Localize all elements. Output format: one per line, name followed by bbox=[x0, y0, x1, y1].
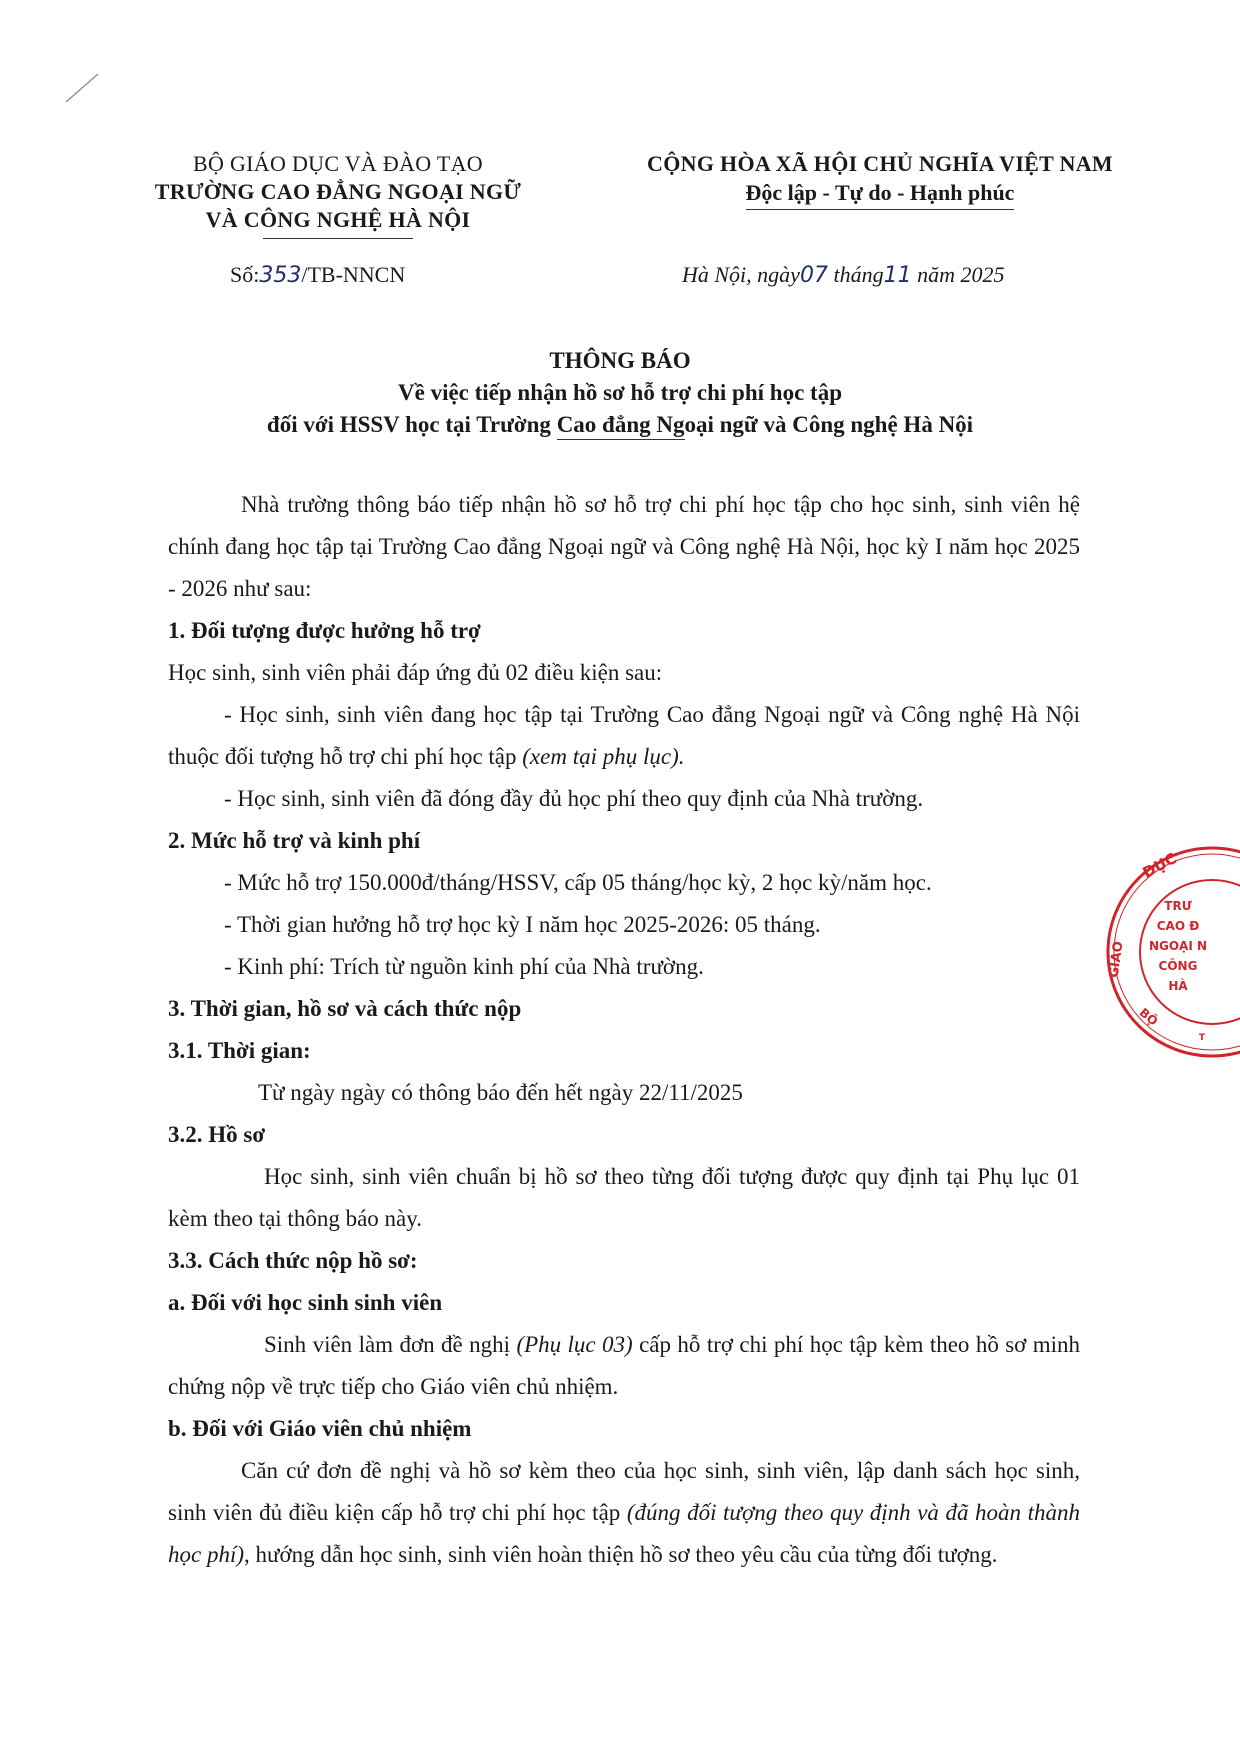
doc-number-prefix: Số: bbox=[230, 262, 260, 287]
college-name-line2: VÀ CÔNG NGHỆ HÀ NỘI bbox=[205, 207, 471, 232]
seal-ring-bottom-text: BỘ bbox=[1136, 1005, 1161, 1029]
section-a-text-start: Sinh viên làm đơn đề nghị bbox=[264, 1332, 517, 1357]
section-1-bullet-2: - Học sinh, sinh viên đã đóng đầy đủ học phí theo quy định của Nhà trường. bbox=[224, 786, 924, 811]
section-1-heading: 1. Đối tượng được hưởng hỗ trợ bbox=[168, 618, 481, 643]
section-1-bullet-1-text: - Học sinh, sinh viên đang học tập tại Trường Cao đẳng Ngoại ngữ và Công nghệ Hà Nội thuộc đối tượng hỗ trợ chi phí học tập bbox=[168, 702, 1080, 769]
seal-inner-line-5: HÀ bbox=[1168, 979, 1188, 993]
date-month-handwritten: 11 bbox=[883, 263, 912, 288]
section-a-text-end: cấp hỗ trợ chi phí học tập kèm theo hồ sơ minh chứng nộp về trực tiếp cho Giáo viên chủ nhiệm. bbox=[168, 1332, 1081, 1399]
date-line bbox=[682, 262, 1004, 288]
section-3-1-heading: 3.1. Thời gian: bbox=[168, 1038, 311, 1063]
section-a-heading: a. Đối với học sinh sinh viên bbox=[168, 1290, 443, 1315]
doc-number-suffix: /TB-NNCN bbox=[301, 262, 406, 287]
country-name: CỘNG HÒA XÃ HỘI CHỦ NGHĨA VIỆT NAM bbox=[647, 151, 1113, 176]
seal-inner-line-4: CÔNG bbox=[1158, 959, 1198, 973]
section-a-appendix-ref: (Phụ lục 03) bbox=[516, 1332, 633, 1357]
section-1-bullet-1 bbox=[168, 694, 1080, 778]
date-place: Hà Nội, ngày bbox=[682, 262, 800, 287]
title-line3-start: đối với HSSV học tại Trường bbox=[266, 412, 557, 437]
seal-inner-line-3: NGOẠI N bbox=[1148, 939, 1208, 953]
document-body bbox=[168, 484, 1080, 1576]
date-year: năm 2025 bbox=[917, 262, 1005, 287]
section-3-2-heading: 3.2. Hồ sơ bbox=[168, 1122, 266, 1147]
section-3-3-heading: 3.3. Cách thức nộp hồ sơ: bbox=[168, 1248, 418, 1273]
date-month-label: tháng bbox=[833, 262, 884, 287]
title-heading: THÔNG BÁO bbox=[549, 348, 691, 373]
section-2-bullet-2: - Thời gian hưởng hỗ trợ học kỳ I năm học 2025-2026: 05 tháng. bbox=[224, 912, 821, 937]
section-b-condition-note: (đúng đối tượng theo quy định và đã hoàn thành học phí) bbox=[168, 1500, 1081, 1567]
intro-paragraph: Nhà trường thông báo tiếp nhận hồ sơ hỗ trợ chi phí học tập cho học sinh, sinh viên hệ chính đang học tập tại Trường Cao đẳng Ngoại ngữ và Công nghệ Hà Nội, học kỳ I năm học 2025 - 2026 như sau: bbox=[168, 492, 1080, 601]
section-1-bullet-1-note: (xem tại phụ lục). bbox=[522, 744, 685, 769]
section-3-1-text: Từ ngày ngày có thông báo đến hết ngày 22/11/2025 bbox=[258, 1080, 743, 1105]
seal-ring-top-text: DỤC bbox=[1139, 849, 1180, 882]
section-b-text-start: Căn cứ đơn đề nghị và hồ sơ kèm theo của học sinh, sinh viên, lập danh sách học sinh, sinh viên đủ điều kiện cấp hỗ trợ chi phí học tập bbox=[168, 1458, 1080, 1525]
pen-stroke-mark bbox=[60, 70, 110, 120]
section-b-text bbox=[168, 1450, 1080, 1576]
doc-number-handwritten: 353 bbox=[259, 263, 302, 288]
section-1-text: Học sinh, sinh viên phải đáp ứng đủ 02 điều kiện sau: bbox=[168, 660, 663, 685]
national-motto bbox=[620, 150, 1140, 210]
document-title bbox=[0, 345, 1240, 441]
issuing-authority bbox=[118, 150, 558, 239]
seal-ring-left-text: GIÁO bbox=[1106, 940, 1127, 979]
section-b-heading: b. Đối với Giáo viên chủ nhiệm bbox=[168, 1416, 472, 1441]
section-a-text bbox=[168, 1324, 1080, 1408]
college-name-line1: TRƯỜNG CAO ĐẲNG NGOẠI NGỮ bbox=[154, 179, 522, 204]
section-3-2-text: Học sinh, sinh viên chuẩn bị hồ sơ theo từng đối tượng được quy định tại Phụ lục 01 kèm theo tại thông báo này. bbox=[168, 1164, 1080, 1231]
section-2-heading: 2. Mức hỗ trợ và kinh phí bbox=[168, 828, 421, 853]
seal-inner-line-1: TRƯ bbox=[1164, 899, 1192, 913]
section-3-heading: 3. Thời gian, hồ sơ và cách thức nộp bbox=[168, 996, 522, 1021]
section-b-text-end: , hướng dẫn học sinh, sinh viên hoàn thiện hồ sơ theo yêu cầu của từng đối tượng. bbox=[244, 1542, 998, 1567]
document-number bbox=[230, 262, 405, 288]
ministry-name: BỘ GIÁO DỤC VÀ ĐÀO TẠO bbox=[193, 151, 483, 176]
seal-inner-line-2: CAO Đ bbox=[1156, 919, 1200, 933]
section-2-bullet-1: - Mức hỗ trợ 150.000đ/tháng/HSSV, cấp 05 tháng/học kỳ, 2 học kỳ/năm học. bbox=[224, 870, 932, 895]
title-subject-line1: Về việc tiếp nhận hồ sơ hỗ trợ chi phí học tập bbox=[398, 380, 842, 405]
official-seal-stamp bbox=[1102, 842, 1240, 1062]
title-line3-end: oại ngữ và Công nghệ Hà Nội bbox=[684, 412, 974, 437]
seal-edge-mark: T bbox=[1198, 1033, 1206, 1043]
date-day-handwritten: 07 bbox=[799, 263, 828, 288]
title-subject-line2 bbox=[0, 409, 1240, 441]
header-left-rule bbox=[263, 238, 413, 239]
motto: Độc lập - Tự do - Hạnh phúc bbox=[746, 178, 1015, 210]
section-2-bullet-3: - Kinh phí: Trích từ nguồn kinh phí của Nhà trường. bbox=[224, 954, 704, 979]
title-line3-underlined: Cao đẳng Ng bbox=[556, 412, 685, 437]
